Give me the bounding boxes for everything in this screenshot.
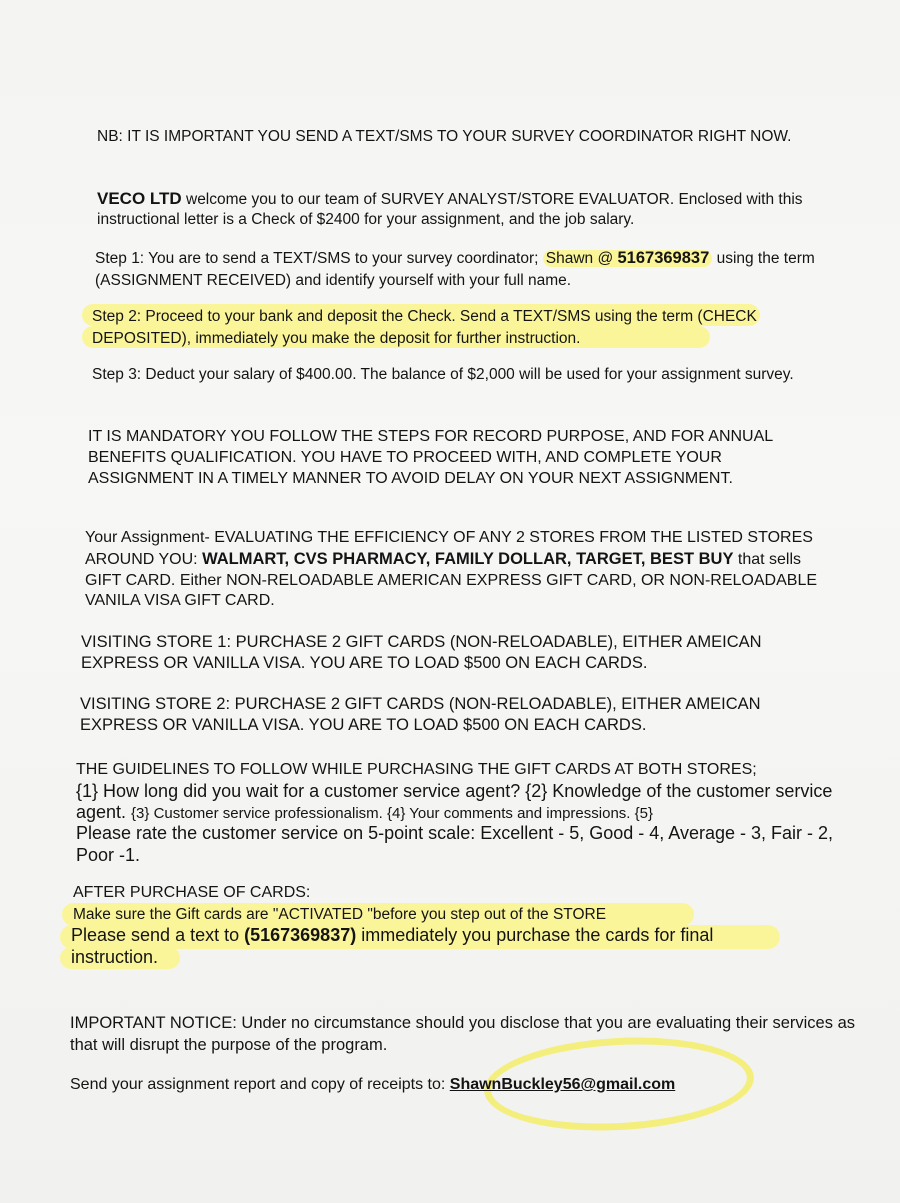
after-heading: AFTER PURCHASE OF CARDS: bbox=[73, 884, 311, 901]
guidelines-list bbox=[76, 781, 836, 823]
store2-text: VISITING STORE 2: PURCHASE 2 GIFT CARDS (NON-RELOADABLE), EITHER AMEICAN EXPRESS OR VANILLA VISA. YOU ARE TO LOAD $500 ON EACH CARDS. bbox=[80, 695, 761, 735]
step2-paragraph bbox=[92, 306, 782, 349]
store-list: WALMART, CVS PHARMACY, FAMILY DOLLAR, TARGET, BEST BUY bbox=[202, 549, 734, 568]
coordinator-name: Shawn @ bbox=[545, 250, 618, 267]
send-pre: Send your assignment report and copy of receipts to: bbox=[70, 1076, 450, 1093]
final-text-post: immediately you purchase the cards for final instruction. bbox=[71, 925, 714, 967]
step1-paragraph bbox=[95, 247, 825, 292]
send-paragraph bbox=[70, 1075, 790, 1095]
guideline-1-2: {1} How long did you wait for a customer service agent? {2} Knowledge of the customer service agent. bbox=[76, 780, 833, 823]
store1-paragraph bbox=[81, 632, 833, 675]
nb-text: NB: IT IS IMPORTANT YOU SEND A TEXT/SMS TO YOUR SURVEY COORDINATOR RIGHT NOW. bbox=[97, 128, 792, 145]
assignment-post: that sells GIFT CARD. Either NON-RELOADABLE AMERICAN EXPRESS GIFT CARD, OR NON-RELOADABLE VANILA VISA GIFT CARD. bbox=[85, 550, 818, 610]
step1-pre: Step 1: You are to send a TEXT/SMS to your survey coordinator; bbox=[95, 250, 543, 267]
mandatory-text: IT IS MANDATORY YOU FOLLOW THE STEPS FOR RECORD PURPOSE, AND FOR ANNUAL BENEFITS QUALIFICATION. YOU HAVE TO PROCEED WITH, AND COMPLETE YOUR ASSIGNMENT IN A TIMELY MANNER TO AVOID DELAY ON YOUR NEXT ASSIGNMENT. bbox=[88, 428, 773, 488]
important-notice: IMPORTANT NOTICE: Under no circumstance should you disclose that you are evaluating their services as that will disrupt the purpose of the program. bbox=[70, 1014, 855, 1055]
guidelines-heading: THE GUIDELINES TO FOLLOW WHILE PURCHASING THE GIFT CARDS AT BOTH STORES; bbox=[76, 761, 757, 778]
step3-paragraph bbox=[92, 365, 827, 385]
guidelines-block bbox=[76, 760, 836, 866]
nb-paragraph bbox=[97, 127, 817, 147]
final-text-pre: Please send a text to bbox=[71, 925, 245, 945]
step1-post: using the term (ASSIGNMENT RECEIVED) and identify yourself with your full name. bbox=[95, 250, 815, 290]
assignment-paragraph bbox=[85, 528, 830, 612]
company-name: VECO LTD bbox=[97, 189, 182, 208]
welcome-text: welcome you to our team of SURVEY ANALYST/STORE EVALUATOR. Enclosed with this instructional letter is a Check of $2400 for your assignment, and the job salary. bbox=[97, 191, 803, 228]
store2-paragraph bbox=[80, 694, 832, 737]
guideline-3-5: {3} Customer service professionalism. {4} Your comments and impressions. {5} bbox=[131, 805, 653, 823]
step2-text: Step 2: Proceed to your bank and deposit the Check. Send a TEXT/SMS using the term (CHECK DEPOSITED), immediately you make the deposit for further instruction. bbox=[92, 308, 757, 347]
rating-scale: Please rate the customer service on 5-point scale: Excellent - 5, Good - 4, Average - 3, Fair - 2, Poor -1. bbox=[76, 823, 834, 865]
final-text-phone: (5167369837) bbox=[244, 925, 357, 945]
mandatory-paragraph bbox=[88, 426, 808, 489]
step3-text: Step 3: Deduct your salary of $400.00. The balance of $2,000 will be used for your assignment survey. bbox=[92, 366, 794, 383]
contact-email-link[interactable]: ShawnBuckley56@gmail.com bbox=[449, 1076, 676, 1093]
assignment-pre: Your Assignment- EVALUATING THE EFFICIENCY OF ANY 2 STORES FROM THE LISTED STORES AROUND YOU: bbox=[85, 529, 813, 568]
store1-text: VISITING STORE 1: PURCHASE 2 GIFT CARDS (NON-RELOADABLE), EITHER AMEICAN EXPRESS OR VANILLA VISA. YOU ARE TO LOAD $500 ON EACH CARDS. bbox=[81, 633, 762, 673]
activated-note: Make sure the Gift cards are "ACTIVATED "before you step out of the STORE bbox=[73, 906, 607, 923]
final-text-paragraph bbox=[71, 925, 801, 968]
coordinator-phone: 5167369837 bbox=[617, 249, 710, 267]
welcome-paragraph bbox=[97, 188, 817, 229]
